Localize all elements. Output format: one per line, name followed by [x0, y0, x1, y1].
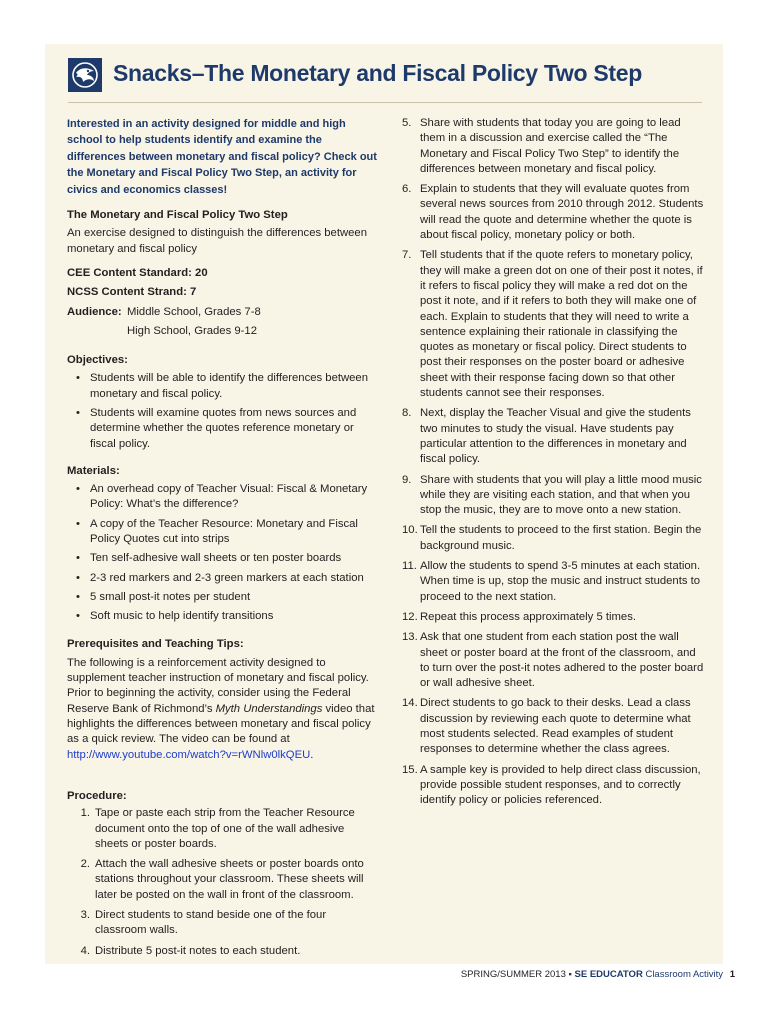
procedure-step: 5. Share with students that today you are going to lead them in a discussion and exercise called the “The Monetary and Fiscal Policy Two Step” to identify the differences between monetary and fiscal policy.: [402, 117, 681, 175]
prerequisites-heading: Prerequisites and Teaching Tips:: [67, 637, 244, 650]
footer-issue: SPRING/SUMMER 2013: [460, 969, 566, 980]
procedure-step: 11. Allow the students to spend 3-5 minutes at each station. When time is up, stop the music and instruct students to proceed to the next station.: [402, 560, 701, 603]
procedure-step: 4. Distribute 5 post-it notes to each student.: [80, 944, 301, 957]
procedure-step: 10. Tell the students to proceed to the first station. Begin the background music.: [402, 524, 702, 552]
material-item: • 2-3 red markers and 2-3 green markers at each station: [67, 571, 379, 586]
prerequisites-section: [67, 637, 379, 763]
objectives-section: [67, 353, 379, 452]
page-title: Snacks–The Monetary and Fiscal Policy Two Step: [113, 60, 642, 86]
materials-heading: Materials:: [67, 464, 120, 477]
material-item: • Soft music to help identify transitions: [67, 609, 379, 624]
audience-row: [67, 305, 379, 320]
ncss-strand: NCSS Content Strand: 7: [67, 286, 197, 299]
footer-publication: SE EDUCATOR: [574, 969, 643, 980]
procedure-step: 9. Share with students that you will play a little mood music while they are visiting each station, and that when you stop the music, they are to move onto a new station.: [402, 473, 702, 517]
objective-item: • Students will be able to identify the differences between monetary and fiscal policy.: [67, 371, 379, 402]
footer-section: Classroom Activity: [645, 969, 724, 980]
material-item: • Ten self-adhesive wall sheets or ten poster boards: [67, 551, 379, 566]
standards-section: [67, 266, 379, 339]
intro-text: Interested in an activity designed for middle and high school to help students identify and examine the differences between monetary and fiscal policy? Check out the Monetary and Fiscal Policy Two Step, an activity for civics and economics classes!: [67, 118, 377, 196]
audience-middle-school: Middle School, Grades 7-8: [127, 305, 261, 318]
right-column: [402, 116, 704, 813]
procedure-heading: Procedure:: [67, 789, 127, 802]
procedure-step: 1. Tape or paste each strip from the Teacher Resource document onto the top of one of the wall adhesive sheets or poster boards.: [80, 807, 355, 850]
cee-standard: CEE Content Standard: 20: [67, 266, 208, 279]
exercise-section: [67, 208, 379, 257]
procedure-section-left: [67, 789, 379, 959]
procedure-step: 15. A sample key is provided to help direct class discussion, provide possible student responses, and to correctly identify policy or policies referenced.: [402, 763, 701, 807]
left-column: [67, 116, 379, 968]
youtube-video-link[interactable]: http://www.youtube.com/watch?v=rWNlw0lkQEU: [67, 748, 311, 761]
exercise-heading: The Monetary and Fiscal Policy Two Step: [67, 209, 288, 222]
page-number: 1: [729, 969, 735, 980]
procedure-step: 3. Direct students to stand beside one of the four classroom walls.: [80, 909, 327, 937]
audience-label: Audience:: [67, 305, 122, 318]
material-item: • A copy of the Teacher Resource: Monetary and Fiscal Policy Quotes cut into strips: [67, 517, 379, 548]
procedure-step: 13. Ask that one student from each station post the wall sheet or poster board at the front of the classroom, and to turn over the post-it notes adhered to the poster board or wall adhesive sheet.: [402, 631, 704, 690]
page-header: [68, 58, 702, 103]
procedure-step: 12. Repeat this process approximately 5 times.: [402, 610, 636, 623]
procedure-step: 6. Explain to students that they will evaluate quotes from several news sources from 2010 through 2012. Students will read the quote and determine whether the quote is about fiscal policy, monetary policy or both.: [402, 183, 704, 242]
material-item: • 5 small post-it notes per student: [67, 590, 379, 605]
exercise-text: An exercise designed to distinguish the differences between monetary and fiscal policy: [67, 227, 367, 255]
procedure-step: 8. Next, display the Teacher Visual and give the students two minutes to study the visual. Have students pay particular attention to the differences in monetary and fiscal policy.: [402, 407, 691, 466]
procedure-step: 14. Direct students to go back to their desks. Lead a class discussion by reviewing each quote to determine what most students selected. Read examples of student responses to determine whether the class agrees.: [402, 697, 691, 756]
audience-high-school: High School, Grades 9-12: [127, 324, 257, 337]
objectives-heading: Objectives:: [67, 354, 128, 367]
objective-item: • Students will examine quotes from news sources and determine whether the quotes reference monetary or fiscal policy.: [67, 406, 379, 452]
footer-separator: ▪: [568, 969, 572, 980]
federal-reserve-eagle-logo-icon: [68, 58, 102, 92]
prerequisites-text: The following is a reinforcement activity designed to supplement teacher instruction of monetary and fiscal policy. Prior to beginning the activity, consider using the Federal Reserve Bank of Richmond’s Myth Understandings video that highlights the differences between monetary and fiscal policy as a quick review. The video can be found at http://www.youtube.com/watch?v=rWNlw0lkQEU.: [67, 656, 375, 761]
procedure-step: 7. Tell students that if the quote refers to monetary policy, they will make a green dot on one of their post it notes, if it refers to fiscal policy they will make a red dot on the post it note, and if it refers to both they will make one of each. Explain to students that they will need to write a sentence explaining their rationale in classifying the quotes as monetary or fiscal policy. Direct students to post their responses on the poster board or adhesive sheet with their response facing down so that other students cannot see their responses.: [402, 249, 703, 400]
material-item: • An overhead copy of Teacher Visual: Fiscal & Monetary Policy: What’s the difference?: [67, 482, 379, 513]
procedure-step: 2. Attach the wall adhesive sheets or poster boards onto stations throughout your classroom. These sheets will later be posted on the wall in front of the classroom.: [80, 858, 364, 901]
myth-understandings-title: Myth Understandings: [215, 702, 323, 715]
materials-section: [67, 464, 379, 625]
page-footer: [461, 969, 735, 980]
